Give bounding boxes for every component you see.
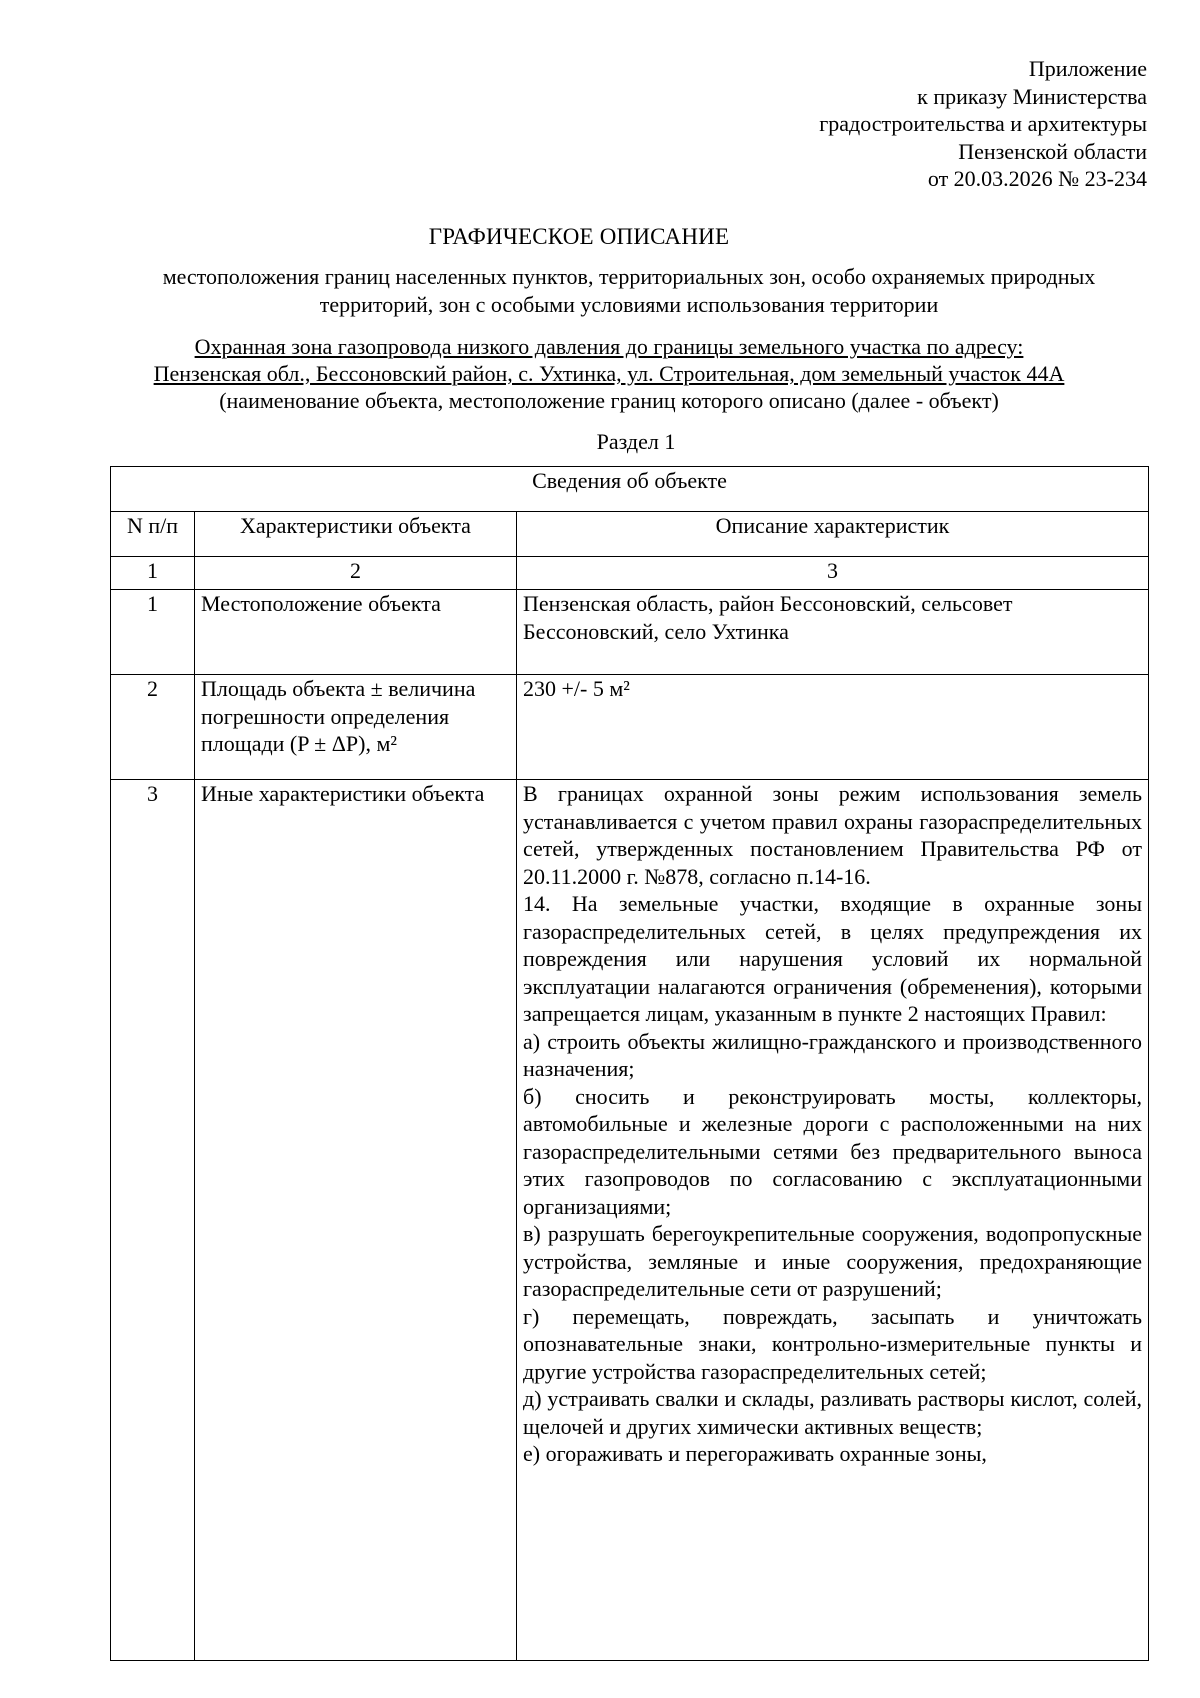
section-label: Раздел 1: [596, 429, 676, 454]
table-column-header-row: [111, 512, 1149, 557]
column-header: Описание характеристик: [517, 512, 1149, 557]
column-number: 1: [111, 557, 195, 590]
table-heading-row: [111, 467, 1149, 512]
restriction-item: е) огораживать и перегораживать охранные зоны,: [523, 1441, 987, 1466]
object-caption: (наименование объекта, местоположение границ которого описано (далее - объект): [219, 388, 999, 413]
appendix-line: Приложение: [1028, 56, 1147, 81]
column-number: 2: [195, 557, 517, 590]
row-value: Пензенская область, район Бессоновский, сельсовет Бессоновский, село Ухтинка: [517, 590, 1149, 675]
subtitle-line: территорий, зон с особыми условиями использования территории: [319, 292, 939, 317]
restriction-item: г) перемещать, повреждать, засыпать и уничтожать опознавательные знаки, контрольно-измерительные пункты и другие устройства газораспределительных сетей;: [523, 1303, 1142, 1384]
column-number: 3: [517, 557, 1149, 590]
table-row: [111, 780, 1149, 1661]
row-value: 230 +/- 5 м²: [517, 675, 1149, 780]
appendix-line: от 20.03.2026 № 23-234: [927, 166, 1147, 191]
appendix-line: градостроительства и архитектуры: [819, 111, 1147, 136]
restriction-point-14: 14. На земельные участки, входящие в охранные зоны газораспределительных сетей, в целях предупреждения их повреждения или нарушения условий их нормальной эксплуатации налагаются ограничения (обременения), которыми запрещается лицам, указанным в пункте 2 настоящих Правил:: [523, 891, 1142, 1026]
restriction-intro: В границах охранной зоны режим использования земель устанавливается с учетом правил охраны газораспределительных сетей, утвержденных постановлением Правительства РФ от 20.11.2000 г. №878, согласно п.14-16.: [523, 781, 1142, 889]
row-label: Местоположение объекта: [195, 590, 517, 675]
table-heading: Сведения об объекте: [111, 467, 1149, 512]
document-title: ГРАФИЧЕСКОЕ ОПИСАНИЕ: [428, 224, 730, 249]
row-number: 1: [111, 590, 195, 675]
appendix-line: Пензенской области: [958, 138, 1147, 164]
restriction-item: б) сносить и реконструировать мосты, коллекторы, автомобильные и железные дороги с расположенными на них газораспределительными сетями без предварительного выноса этих газопроводов по согласованию с эксплуатационными организациями;: [523, 1083, 1142, 1219]
object-address-line: Пензенская обл., Бессоновский район, с. Ухтинка, ул. Строительная, дом земельный участок 44А: [153, 361, 1065, 386]
row-number: 3: [111, 780, 195, 1661]
appendix-header: [447, 55, 1147, 193]
row-number: 2: [111, 675, 195, 780]
row-value: [517, 780, 1149, 1661]
object-name-line: Охранная зона газопровода низкого давления до границы земельного участка по адресу:: [194, 334, 1024, 359]
restriction-item: а) строить объекты жилищно-гражданского и производственного назначения;: [523, 1028, 1142, 1081]
table-row: [111, 590, 1149, 675]
document-subtitle: [100, 263, 1158, 319]
row-label: Иные характеристики объекта: [195, 780, 517, 1661]
restriction-item: в) разрушать берегоукрепительные сооружения, водопропускные устройства, земляные и иные сооружения, предохраняющие газораспределительные сети от разрушений;: [523, 1221, 1142, 1301]
subtitle-line: местоположения границ населенных пунктов, территориальных зон, особо охраняемых природных: [162, 264, 1096, 289]
object-name-block: [60, 333, 1158, 414]
table-row: [111, 675, 1149, 780]
column-header: N п/п: [111, 512, 195, 557]
restriction-item: д) устраивать свалки и склады, разливать растворы кислот, солей, щелочей и других химически активных веществ;: [523, 1386, 1142, 1439]
appendix-line: к приказу Министерства: [917, 83, 1147, 109]
object-info-table: [110, 466, 1149, 1661]
column-header: Характеристики объекта: [195, 512, 517, 557]
table-column-number-row: [111, 557, 1149, 590]
row-label: Площадь объекта ± величина погрешности определения площади (P ± ΔP), м²: [195, 675, 517, 780]
